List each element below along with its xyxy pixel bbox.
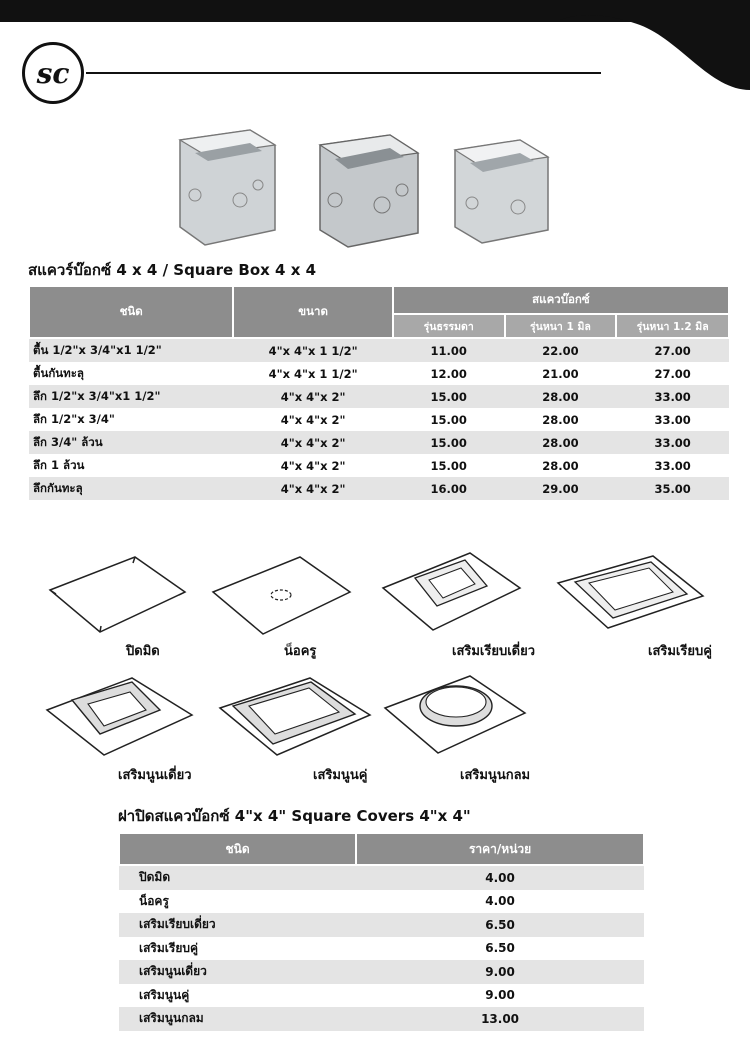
cover-blank-image bbox=[40, 552, 190, 652]
logo-text: sc bbox=[36, 56, 70, 90]
table-row bbox=[119, 890, 644, 914]
row-price: 13.00 bbox=[356, 1007, 644, 1031]
price-standard: 11.00 bbox=[393, 338, 505, 362]
row-size: 4"x 4"x 2" bbox=[280, 412, 346, 427]
price-standard: 15.00 bbox=[430, 458, 467, 473]
header-type: ชนิด bbox=[29, 286, 233, 338]
square-box-deep-image bbox=[320, 135, 418, 247]
row-type: เสริมนูนคู่ bbox=[139, 987, 190, 1002]
price-standard: 15.00 bbox=[393, 431, 505, 454]
header-thick-1-2mm: รุ่นหนา 1.2 มิล bbox=[616, 314, 729, 338]
table-row bbox=[29, 477, 729, 500]
row-price: 4.00 bbox=[356, 865, 644, 890]
table-row bbox=[29, 408, 729, 431]
corner-decoration bbox=[560, 0, 750, 90]
square-box-photos bbox=[150, 115, 710, 265]
row-size: 4"x 4"x 1 1/2" bbox=[268, 366, 358, 381]
cover-flat-single-image bbox=[375, 548, 525, 648]
row-size: 4"x 4"x 2" bbox=[233, 431, 392, 454]
row-size: 4"x 4"x 2" bbox=[233, 477, 392, 500]
cover-label-flat-double: เสริมเรียบคู่ bbox=[648, 644, 712, 659]
square-covers-title: ฝาปิดสแควบ๊อกซ์ 4"x 4" Square Covers 4"x 4" bbox=[118, 807, 471, 825]
row-type: เสริมนูนกลม bbox=[119, 1007, 356, 1031]
row-price: 9.00 bbox=[485, 988, 515, 1003]
cover-knockout-image bbox=[205, 552, 355, 652]
square-box-price-table bbox=[28, 285, 730, 500]
cover-label-blank: ปิดมิด bbox=[126, 644, 160, 659]
price-1-2mm: 35.00 bbox=[616, 477, 729, 500]
table-row bbox=[29, 431, 729, 454]
header-thick-1mm: รุ่นหนา 1 มิล bbox=[505, 314, 617, 338]
cover-label-flat-single: เสริมเรียบเดี่ยว bbox=[452, 644, 536, 659]
price-1mm: 28.00 bbox=[542, 412, 579, 427]
cover-label-knockout: น็อครู bbox=[284, 644, 317, 659]
table-row bbox=[119, 913, 644, 937]
table-row bbox=[119, 865, 644, 890]
header-type: ชนิด bbox=[119, 833, 356, 865]
price-standard: 16.00 bbox=[393, 477, 505, 500]
row-type: เสริมเรียบเดี่ยว bbox=[119, 913, 356, 937]
table-row bbox=[119, 937, 644, 961]
row-size: 4"x 4"x 2" bbox=[280, 458, 346, 473]
table-row bbox=[29, 362, 729, 385]
cover-label-raised-round: เสริมนูนกลม bbox=[460, 768, 531, 783]
row-price: 9.00 bbox=[356, 960, 644, 984]
price-1mm: 21.00 bbox=[542, 366, 579, 381]
header-standard: รุ่นธรรมดา bbox=[393, 314, 505, 338]
price-1mm: 29.00 bbox=[505, 477, 617, 500]
row-size: 4"x 4"x 2" bbox=[233, 385, 392, 408]
price-1mm: 28.00 bbox=[505, 385, 617, 408]
table-row bbox=[119, 960, 644, 984]
price-1-2mm: 33.00 bbox=[654, 458, 691, 473]
price-standard: 12.00 bbox=[430, 366, 467, 381]
price-1-2mm: 33.00 bbox=[616, 385, 729, 408]
row-type: ลึก 3/4" ล้วน bbox=[29, 431, 233, 454]
cover-label-raised-double: เสริมนูนคู่ bbox=[313, 768, 368, 783]
table-row bbox=[29, 454, 729, 477]
square-box-knockout-image bbox=[455, 140, 548, 243]
price-standard: 15.00 bbox=[393, 385, 505, 408]
header-price: ราคา/หน่วย bbox=[356, 833, 644, 865]
table-row bbox=[119, 984, 644, 1008]
square-box-title: สแควร์บ๊อกซ์ 4 x 4 / Square Box 4 x 4 bbox=[28, 261, 317, 279]
cover-raised-double-image bbox=[215, 670, 375, 770]
price-1mm: 22.00 bbox=[505, 338, 617, 362]
row-size: 4"x 4"x 1 1/2" bbox=[233, 338, 392, 362]
price-1-2mm: 33.00 bbox=[616, 431, 729, 454]
header-rule bbox=[86, 72, 601, 74]
row-type: ปิดมิด bbox=[119, 865, 356, 890]
row-type: เสริมนูนเดี่ยว bbox=[119, 960, 356, 984]
price-1mm: 28.00 bbox=[542, 458, 579, 473]
cover-raised-round-image bbox=[380, 668, 530, 768]
row-price: 6.50 bbox=[485, 941, 515, 956]
row-type: ลึก 1 ล้วน bbox=[33, 457, 85, 472]
row-type: เสริมเรียบคู่ bbox=[139, 940, 199, 955]
price-1-2mm: 27.00 bbox=[654, 366, 691, 381]
sc-logo bbox=[22, 42, 84, 104]
row-type: ตื้น 1/2"x 3/4"x1 1/2" bbox=[29, 338, 233, 362]
row-type: ลึกกันทะลุ bbox=[29, 477, 233, 500]
row-type: ลึก 1/2"x 3/4" bbox=[33, 411, 115, 426]
row-price: 6.50 bbox=[356, 913, 644, 937]
row-type: ลึก 1/2"x 3/4"x1 1/2" bbox=[29, 385, 233, 408]
table-row bbox=[29, 385, 729, 408]
row-price: 4.00 bbox=[485, 894, 515, 909]
header-size: ขนาด bbox=[233, 286, 392, 338]
table-row bbox=[119, 1007, 644, 1031]
cover-label-raised-single: เสริมนูนเดี่ยว bbox=[118, 768, 192, 783]
cover-raised-single-image bbox=[42, 670, 202, 770]
price-1-2mm: 33.00 bbox=[654, 412, 691, 427]
price-1mm: 28.00 bbox=[505, 431, 617, 454]
header-square-box: สแควบ๊อกซ์ bbox=[393, 286, 729, 314]
table-row bbox=[29, 338, 729, 362]
square-box-shallow-image bbox=[180, 130, 275, 245]
price-1-2mm: 27.00 bbox=[616, 338, 729, 362]
price-standard: 15.00 bbox=[430, 412, 467, 427]
square-covers-price-table bbox=[118, 832, 645, 1031]
row-type: น็อครู bbox=[139, 893, 169, 908]
row-type: ตื้นกันทะลุ bbox=[33, 365, 84, 380]
